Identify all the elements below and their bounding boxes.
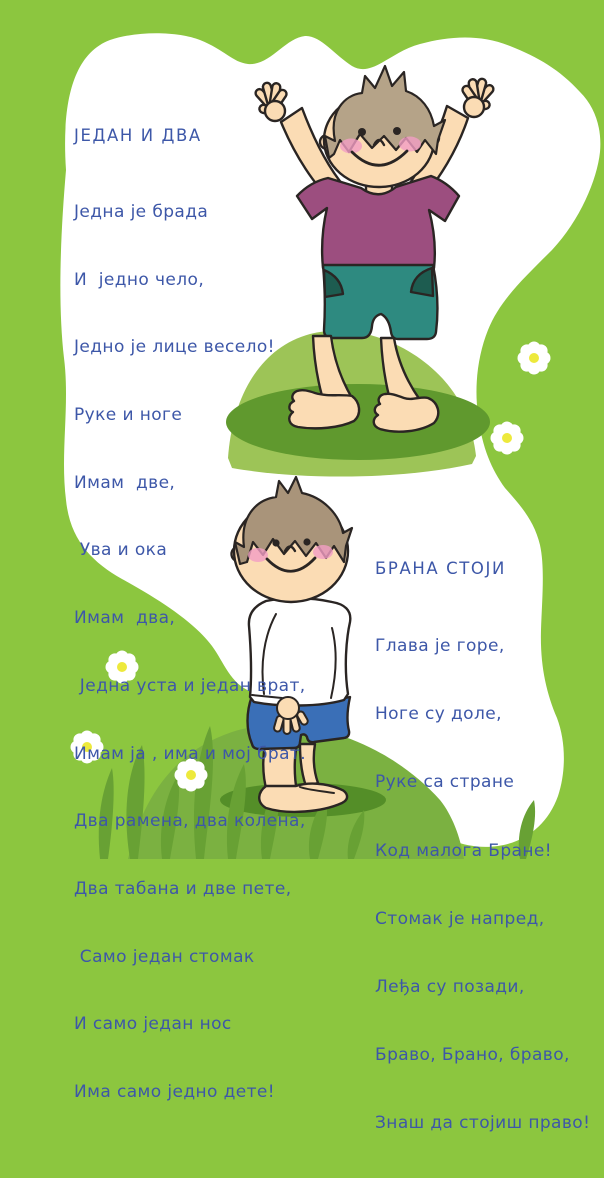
poem-line: И само један нос <box>74 1014 232 1035</box>
poem-line: Ува и ока <box>74 540 168 561</box>
poem-line: Код малога Бране! <box>375 840 552 861</box>
poem-line: Имам ја , има и мој брат. <box>74 743 307 764</box>
poem-line: Стомак је напред, <box>375 908 545 929</box>
poem-line: И једно чело, <box>74 269 205 290</box>
daisy-flower <box>518 342 551 375</box>
poem-line: Једно је лице весело! <box>74 337 275 358</box>
boy1-right-foot <box>374 394 439 432</box>
poem-line: Ноге су доле, <box>375 704 502 725</box>
poem-line: Глава је горе, <box>375 636 505 656</box>
poem-line: Леђа су позади, <box>375 976 525 997</box>
daisy-flower <box>491 422 524 455</box>
poem-line: Два рамена, два колена, <box>74 811 306 832</box>
poem-title: БРАНА СТОЈИ <box>375 559 506 578</box>
poem-brana-stoji <box>375 519 590 1178</box>
poem-title: ЈЕДАН И ДВА <box>74 126 202 145</box>
poem-line: Руке са стране <box>375 772 515 793</box>
poem-line: Знаш да стојиш право! <box>375 1113 591 1134</box>
poem-line: Једна је брада <box>74 202 209 222</box>
poem-line: Руке и ноге <box>74 405 183 426</box>
poem-line: Браво, Брано, браво, <box>375 1045 570 1066</box>
poem-line: Само један стомак <box>74 946 255 967</box>
poem-line: Имам две, <box>74 472 176 493</box>
poem-line: Два табана и две пете, <box>74 878 292 899</box>
poem-line: Једна уста и један врат, <box>74 675 306 696</box>
poem-jedan-i-dva <box>74 86 306 1147</box>
poem-line: Има само једно дете! <box>74 1081 276 1102</box>
poem-line: Имам два, <box>74 608 176 629</box>
